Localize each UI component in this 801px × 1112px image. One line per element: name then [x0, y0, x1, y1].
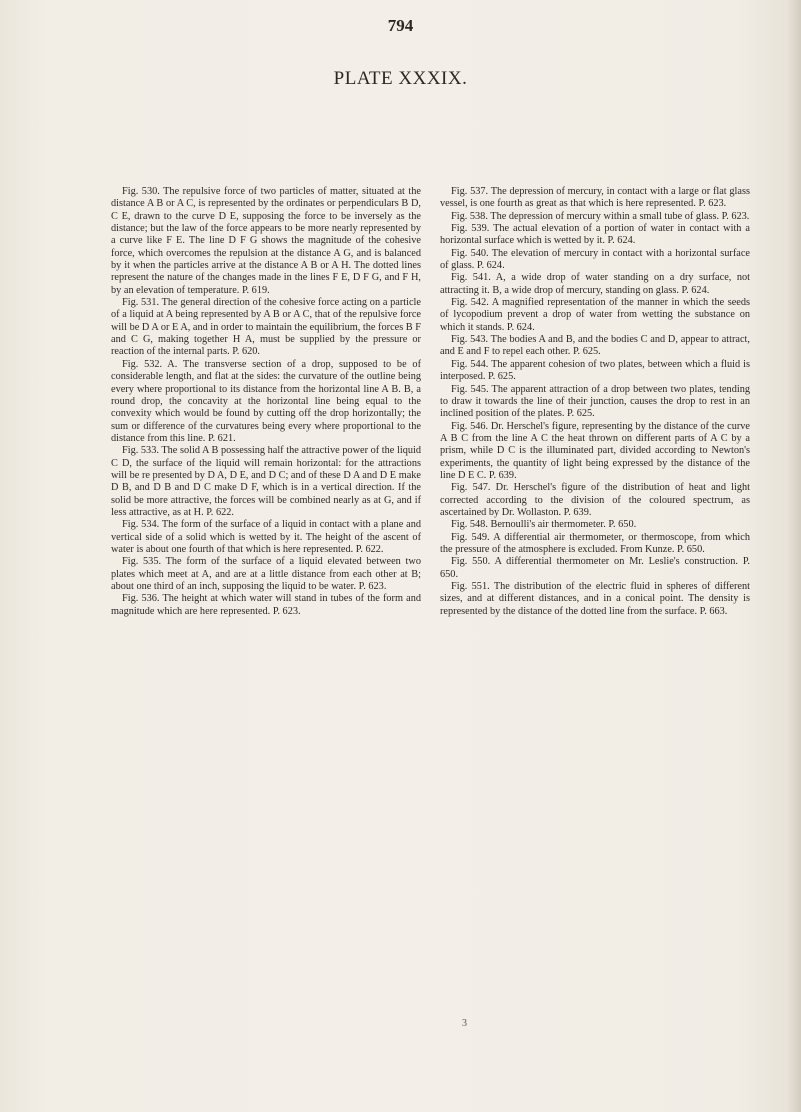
figure-caption: Fig. 542. A magnified representation of the manner in which the seeds of lycopodium prevent a drop of water from wetting the substance on which it stands. P. 624. [440, 297, 750, 333]
figure-caption: Fig. 541. A, a wide drop of water standing on a dry surface, not attracting it. B, a wide drop of mercury, standing on glass. P. 624. [440, 272, 750, 296]
figure-caption: Fig. 532. A. The transverse section of a drop, supposed to be of considerable length, and flat at the sides: the curvature of the outline being every where proportional to its distance from the horizontal line A B. B, a round drop, the concavity at the horizontal line being equal to the convexity which would be found by cutting off the drop horizontally; the sum or difference of the curvatures being every where proportional to the distance from this line. P. 621. [111, 358, 421, 444]
figure-caption: Fig. 538. The depression of mercury within a small tube of glass. P. 623. [451, 210, 750, 222]
figure-caption: Fig. 537. The depression of mercury, in contact with a large or flat glass vessel, is one fourth as great as that which is here represented. P. 623. [440, 186, 750, 210]
figure-caption: Fig. 549. A differential air thermometer, or thermoscope, from which the pressure of the atmosphere is excluded. From Kunze. P. 650. [440, 531, 750, 555]
figure-caption: Fig. 543. The bodies A and B, and the bodies C and D, appear to attract, and E and F to repel each other. P. 625. [440, 334, 750, 358]
figure-caption: Fig. 546. Dr. Herschel's figure, representing by the distance of the curve A B C from the line A C the heat thrown on different parts of A C by a prism, while D C is the illuminated part, divided according to Newton's experiments, the quantity of light being expressed by the distance of the line D E C. P. 639. [440, 420, 750, 481]
figure-caption: Fig. 539. The actual elevation of a portion of water in contact with a horizontal surface which is wetted by it. P. 624. [440, 223, 750, 247]
figure-caption: Fig. 551. The distribution of the electric fluid in spheres of different sizes, and at different distances, and in a conical point. The density is represented by the distance of the dotted line from the surface. P. 663. [440, 581, 750, 617]
page-edge-shadow [787, 0, 801, 1112]
figure-caption: Fig. 535. The form of the surface of a liquid elevated between two plates which meet at A, and are at a little distance from each other at B; about one third of an inch, supposing the liquid to be water. P. 623. [111, 556, 421, 592]
figure-caption: Fig. 530. The repulsive force of two particles of matter, situated at the distance A B or A C, is represented by the ordinates or perpendiculars B D, C E, drawn to the curve D E, supposing the force to be inversely as the distance; but the law of the force appears to be more nearly represented by a curve like F E. The line D F G shows the magnitude of the cohesive force, which overcomes the repulsion at the distance A G, and is balanced by it when the particles arrive at the distance A B or A H. The dotted lines represent the nature of the changes made in the lines F E, D F G, and F H, by an elevation of temperature. P. 619. [111, 186, 421, 296]
plate-title: PLATE XXXIX. [333, 68, 468, 89]
left-column [111, 186, 421, 618]
figure-caption: Fig. 531. The general direction of the cohesive force acting on a particle of a liquid at A being represented by A B or A C, that of the repulsive force will be D A or E A, and in order to maintain the equilibrium, the forces B F and C G, making together H A, must be supplied by the pressure or reaction of the internal parts. P. 620. [111, 297, 421, 358]
figure-caption: Fig. 547. Dr. Herschel's figure of the distribution of heat and light corrected according to the division of the coloured spectrum, as ascertained by Dr. Wollaston. P. 639. [440, 482, 750, 518]
figure-caption: Fig. 548. Bernoulli's air thermometer. P. 650. [451, 519, 637, 531]
figure-caption: Fig. 533. The solid A B possessing half the attractive power of the liquid C D, the surface of the liquid will remain horizontal: for the attractions will be re presented by D A, D E, and D C; and of these D A and D E make D B, and D B and D C make D F, which is in a vertical direction. If the solid be more attractive, the forces will be combined nearly as at G, and if less attractive, as at H. P. 622. [111, 445, 421, 518]
right-column [440, 186, 750, 618]
page-number: 794 [387, 16, 414, 35]
figure-caption: Fig. 544. The apparent cohesion of two plates, between which a fluid is interposed. P. 625. [440, 358, 750, 383]
figure-caption: Fig. 550. A differential thermometer on Mr. Leslie's construction. P. 650. [440, 556, 750, 580]
figure-caption: Fig. 534. The form of the surface of a liquid in contact with a plane and vertical side of a solid which is wetted by it. The height of the ascent of water is about one fourth of that which is here represented. P. 622. [111, 519, 421, 555]
figure-caption: Fig. 536. The height at which water will stand in tubes of the form and magnitude which are here represented. P. 623. [111, 593, 421, 617]
figure-caption: Fig. 545. The apparent attraction of a drop between two plates, tending to draw it towards the line of their junction, causes the drop to rest in an inclined position of the plates. P. 625. [440, 383, 750, 420]
figure-caption: Fig. 540. The elevation of mercury in contact with a horizontal surface of glass. P. 624. [440, 247, 750, 272]
signature-mark: 3 [462, 1018, 467, 1029]
